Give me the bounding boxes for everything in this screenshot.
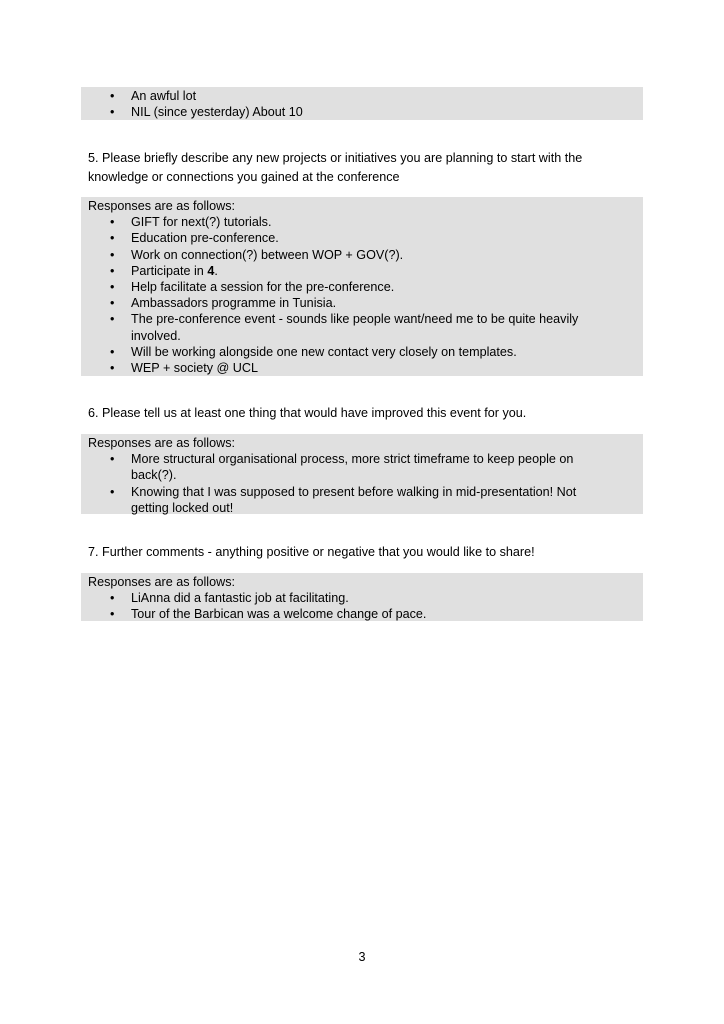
list-item: • Work on connection(?) between WOP + GOV(?).	[110, 247, 404, 262]
responses-intro: Responses are as follows:	[88, 199, 235, 213]
responses-box-previous	[81, 87, 643, 120]
bullet-icon: •	[110, 105, 115, 120]
bullet-icon: •	[110, 361, 115, 376]
question-6: 6. Please tell us at least one thing that would have improved this event for you.	[88, 406, 527, 420]
list-item: • GIFT for next(?) tutorials.	[110, 215, 272, 230]
question-5: 5. Please briefly describe any new projects or initiatives you are planning to start with the knowledge or connections you gained at the conference	[88, 151, 583, 184]
list-item: • WEP + society @ UCL	[110, 361, 258, 376]
bullet-icon: •	[110, 312, 115, 327]
list-item: • Education pre-conference.	[110, 231, 279, 246]
list-item: • LiAnna did a fantastic job at facilitating.	[110, 591, 349, 606]
list-item: • Will be working alongside one new contact very closely on templates.	[110, 344, 517, 359]
bullet-icon: •	[110, 280, 115, 295]
bullet-icon: •	[110, 296, 115, 311]
response-list	[88, 451, 643, 516]
bullet-icon: •	[110, 344, 115, 359]
page-number: 3	[358, 950, 366, 964]
responses-box-q7	[81, 573, 643, 621]
response-list	[88, 214, 643, 376]
bullet-icon: •	[110, 215, 115, 230]
bullet-icon: •	[110, 452, 115, 467]
bullet-icon: •	[110, 89, 115, 103]
bullet-icon: •	[110, 231, 115, 246]
bullet-icon: •	[110, 484, 115, 499]
response-list	[88, 88, 643, 120]
bullet-icon: •	[110, 591, 115, 606]
list-item: • Participate in 4.	[110, 263, 218, 278]
list-item: • Knowing that I was supposed to present before walking in mid-presentation! Not getting locked out!	[110, 484, 577, 515]
responses-intro: Responses are as follows:	[88, 575, 235, 589]
list-item: • NIL (since yesterday) About 10	[110, 105, 303, 120]
responses-intro: Responses are as follows:	[88, 436, 235, 450]
list-item: • Ambassadors programme in Tunisia.	[110, 296, 337, 311]
question-7: 7. Further comments - anything positive or negative that you would like to share!	[88, 545, 535, 559]
bullet-icon: •	[110, 607, 115, 622]
response-list	[88, 590, 643, 622]
list-item: • Help facilitate a session for the pre-conference.	[110, 280, 395, 295]
list-item: • More structural organisational process, more strict timeframe to keep people on back(?).	[110, 452, 574, 483]
responses-box-q6	[81, 434, 643, 514]
list-item: • Tour of the Barbican was a welcome change of pace.	[110, 607, 427, 622]
bullet-icon: •	[110, 263, 115, 278]
list-item: • The pre-conference event - sounds like people want/need me to be quite heavily involved.	[110, 312, 579, 343]
responses-box-q5	[81, 197, 643, 376]
bullet-icon: •	[110, 247, 115, 262]
list-item: • An awful lot	[110, 89, 197, 103]
